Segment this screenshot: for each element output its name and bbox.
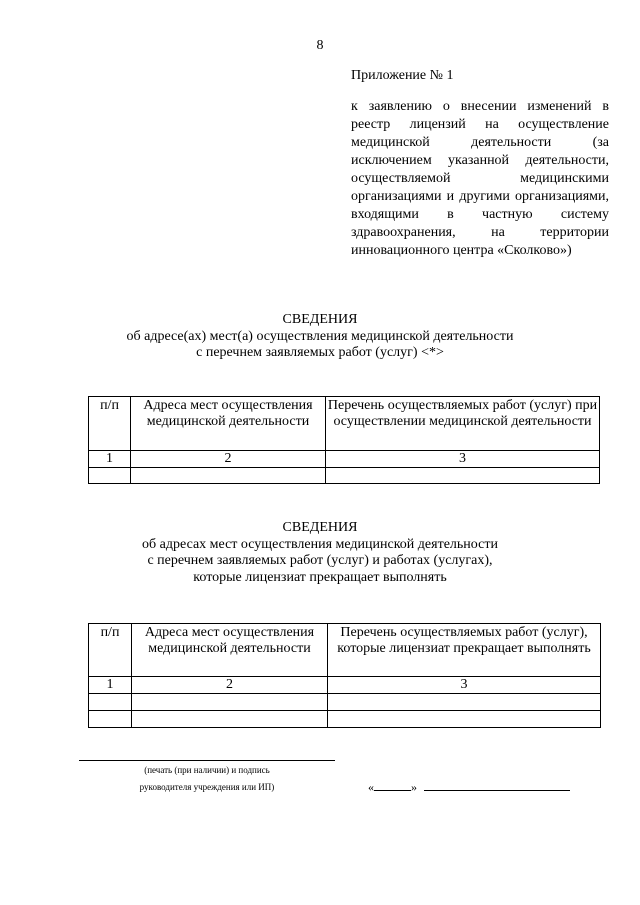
appendix-description: к заявлению о внесении изменений в реестр лицензий на осуществление медицинской деятельности (за исключением указанной деятельности, осуществляемой медицинскими организациями и другими организациями, входящими в частную систему здравоохранения, на территории инновационного центра «Сколково») [351, 99, 609, 258]
appendix-title: Приложение № 1 [351, 68, 454, 83]
table-cell [89, 711, 132, 728]
table-cell [328, 711, 601, 728]
table-cell [132, 711, 328, 728]
header-cell-services: Перечень осуществляемых работ (услуг), которые лицензиат прекращает выполнять [328, 624, 601, 677]
signature-line [79, 760, 335, 761]
date-day-blank [374, 780, 411, 791]
table-row [89, 711, 601, 728]
table-number-row [89, 677, 601, 694]
section1-subtitle-line1: об адресе(ах) мест(а) осуществления медицинской деятельности [126, 328, 514, 344]
table-cell [89, 468, 131, 484]
date-field [368, 780, 570, 795]
table-cell [132, 694, 328, 711]
signature-caption-line2: руководителя учреждения или ИП) [139, 782, 275, 792]
section2-subtitle-line3: которые лицензиат прекращает выполнять [193, 569, 447, 585]
column-number-1: 1 [89, 451, 131, 468]
column-number-2: 2 [131, 451, 326, 468]
table-row [89, 468, 600, 484]
table-row [89, 694, 601, 711]
table-cell [89, 694, 132, 711]
header-cell-services: Перечень осуществляемых работ (услуг) при осуществлении медицинской деятельности [326, 397, 600, 451]
section2-subtitle-line2: с перечнем заявляемых работ (услуг) и работах (услугах), [147, 553, 493, 568]
header-cell-addresses: Адреса мест осуществления медицинской деятельности [131, 397, 326, 451]
table-header-row [89, 397, 600, 451]
table-header-row [89, 624, 601, 677]
section1-table [88, 396, 600, 484]
table-cell [326, 468, 600, 484]
header-cell-number: п/п [89, 397, 131, 451]
section2-subtitle-line1: об адресах мест осуществления медицинской деятельности [142, 536, 498, 552]
column-number-1: 1 [89, 677, 132, 694]
section2-table [88, 623, 601, 728]
header-cell-addresses: Адреса мест осуществления медицинской деятельности [132, 624, 328, 677]
date-open-quote: « [368, 780, 374, 794]
page-number: 8 [316, 38, 324, 53]
column-number-3: 3 [328, 677, 601, 694]
date-month-year-blank [424, 780, 570, 791]
section1-header [0, 312, 640, 362]
date-close-quote: » [411, 780, 417, 794]
column-number-2: 2 [132, 677, 328, 694]
table-cell [328, 694, 601, 711]
table-number-row [89, 451, 600, 468]
section1-subtitle-line2: с перечнем заявляемых работ (услуг) <*> [196, 345, 444, 360]
header-cell-number: п/п [89, 624, 132, 677]
column-number-3: 3 [326, 451, 600, 468]
table-cell [131, 468, 326, 484]
section2-header [0, 520, 640, 586]
signature-caption-line1: (печать (при наличии) и подпись [144, 765, 270, 775]
section1-title: СВЕДЕНИЯ [282, 312, 358, 327]
section2-title: СВЕДЕНИЯ [282, 520, 358, 535]
